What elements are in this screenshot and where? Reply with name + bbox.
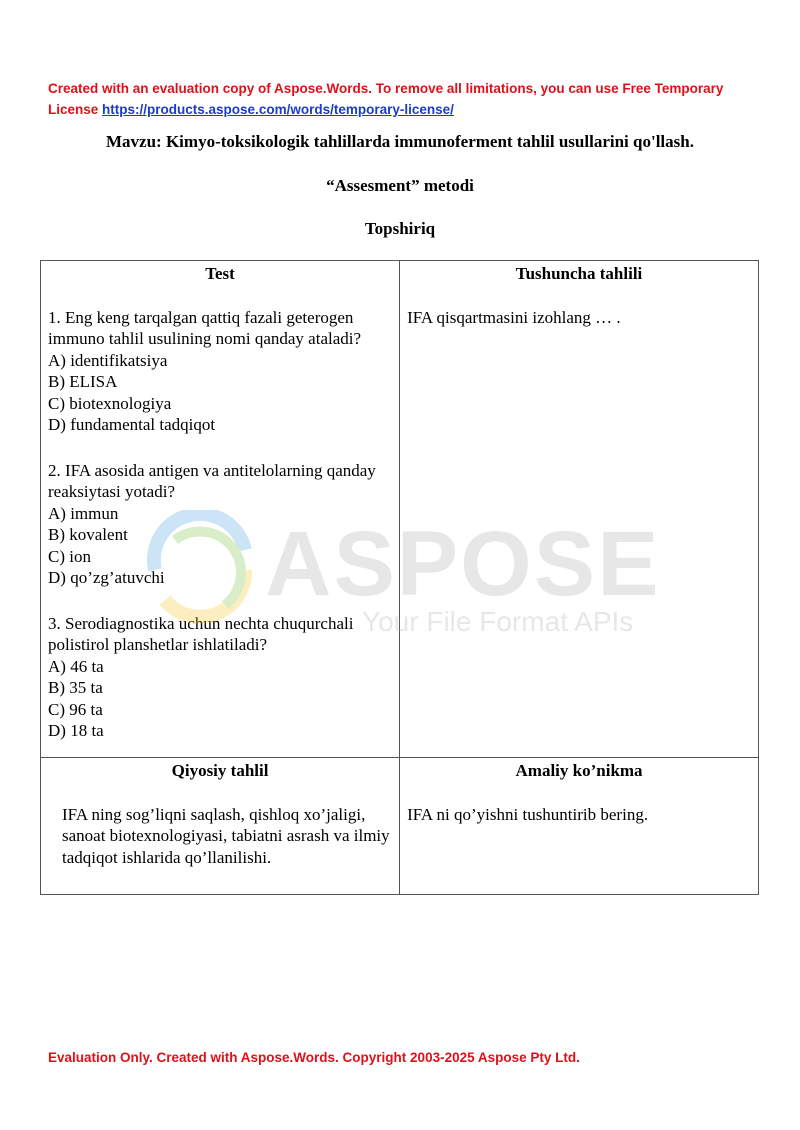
concept-analysis-cell bbox=[400, 261, 759, 758]
evaluation-banner-text: Created with an evaluation copy of Aspose.Words. To remove all limitations, you can use Free Temporary License bbox=[48, 81, 724, 117]
comparative-analysis-header: Qiyosiy tahlil bbox=[171, 761, 269, 780]
answer-option: D) fundamental tadqiqot bbox=[48, 415, 216, 434]
question-block bbox=[48, 613, 392, 742]
question-text: 2. IFA asosida antigen va antitelolarning qanday reaksiytasi yotadi? bbox=[48, 460, 376, 501]
watermark-tagline: Your File Format APIs bbox=[362, 606, 634, 637]
table-row bbox=[41, 261, 759, 758]
question-block bbox=[48, 307, 392, 436]
task-title: Topshiriq bbox=[364, 219, 436, 238]
test-header: Test bbox=[205, 264, 235, 283]
answer-option: A) 46 ta bbox=[48, 656, 104, 676]
answer-option: B) ELISA bbox=[48, 372, 118, 391]
table-row bbox=[41, 758, 759, 895]
comparative-analysis-cell bbox=[41, 758, 400, 895]
answer-option: C) biotexnologiya bbox=[48, 393, 172, 413]
question-text: 3. Serodiagnostika uchun nechta chuqurchali polistirol planshetlar ishlatiladi? bbox=[48, 613, 354, 654]
method-title: “Assesment” metodi bbox=[326, 176, 474, 195]
temporary-license-link[interactable]: https://products.aspose.com/words/temporary-license/ bbox=[102, 102, 454, 117]
answer-option: A) immun bbox=[48, 503, 119, 523]
practical-skill-header: Amaliy ko’nikma bbox=[515, 761, 643, 780]
practical-skill-cell bbox=[400, 758, 759, 895]
concept-analysis-text: IFA qisqartmasini izohlang … . bbox=[407, 307, 621, 327]
assessment-table bbox=[40, 260, 759, 895]
answer-option: D) 18 ta bbox=[48, 721, 104, 740]
test-cell bbox=[41, 261, 400, 758]
evaluation-footer: Evaluation Only. Created with Aspose.Words. Copyright 2003-2025 Aspose Pty Ltd. bbox=[48, 1050, 580, 1065]
answer-option: C) ion bbox=[48, 546, 91, 566]
question-text: 1. Eng keng tarqalgan qattiq fazali geterogen immuno tahlil usulining nomi qanday ataladi? bbox=[48, 307, 362, 348]
answer-option: B) 35 ta bbox=[48, 678, 103, 697]
answer-option: D) qo’zg’atuvchi bbox=[48, 568, 165, 587]
comparative-analysis-text: IFA ning sog’liqni saqlash, qishloq xo’jaligi, sanoat biotexnologiyasi, tabiatni asrash va ilmiy tadqiqot ishlarida qo’llanilishi. bbox=[62, 804, 390, 867]
watermark-brand: ASPOSE bbox=[265, 513, 661, 615]
concept-analysis-header: Tushuncha tahlili bbox=[515, 264, 643, 283]
answer-option: C) 96 ta bbox=[48, 699, 103, 719]
practical-skill-text: IFA ni qo’yishni tushuntirib bering. bbox=[407, 804, 649, 824]
answer-option: B) kovalent bbox=[48, 525, 128, 544]
answer-option: A) identifikatsiya bbox=[48, 350, 168, 370]
evaluation-banner bbox=[48, 78, 738, 120]
document-topic: Mavzu: Kimyo-toksikologik tahlillarda immunoferment tahlil usullarini qo'llash. bbox=[106, 132, 694, 151]
question-block bbox=[48, 460, 392, 589]
